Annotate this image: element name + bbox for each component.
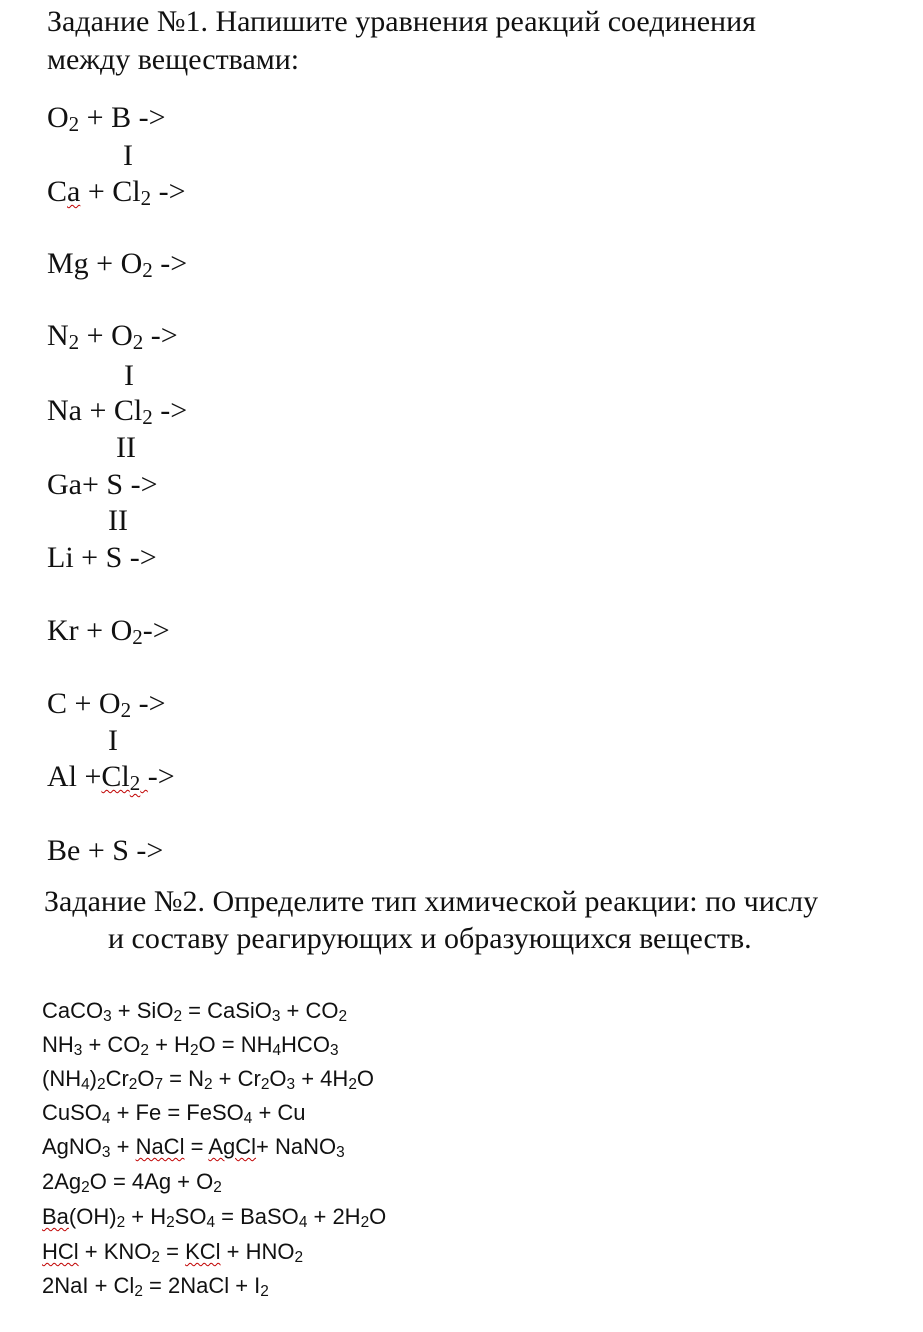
formula-text: O bbox=[137, 1066, 155, 1091]
formula-text: O = 4Ag + O bbox=[89, 1169, 214, 1194]
formula-text: NH bbox=[42, 1032, 74, 1057]
subscript: 2 bbox=[213, 1179, 222, 1197]
formula-text: Mg + O bbox=[47, 247, 143, 280]
formula-text: + H bbox=[148, 1032, 190, 1057]
subscript: 4 bbox=[243, 1110, 253, 1128]
task1-reaction bbox=[47, 318, 178, 354]
formula-text: = 2NaCl + I bbox=[142, 1273, 261, 1298]
subscript: 3 bbox=[271, 1008, 281, 1026]
formula-text: -> bbox=[131, 687, 166, 720]
formula-text: 2Ag bbox=[42, 1169, 82, 1194]
formula-text: = bbox=[159, 1239, 186, 1264]
spellcheck-word bbox=[140, 760, 148, 793]
subscript: 2 bbox=[260, 1076, 270, 1094]
task1-valence-label: II bbox=[116, 431, 136, 464]
formula-text: Cr bbox=[105, 1066, 129, 1091]
formula-text: = CaSiO bbox=[182, 998, 272, 1023]
subscript: 3 bbox=[101, 1144, 111, 1162]
subscript: 2 bbox=[132, 625, 143, 650]
formula-text: -> bbox=[152, 394, 188, 427]
formula-text: CaCO bbox=[42, 998, 104, 1023]
formula-text: 2NaI + Cl bbox=[42, 1273, 135, 1298]
subscript: 4 bbox=[101, 1110, 111, 1128]
formula-text: -> bbox=[143, 319, 178, 352]
subscript: 2 bbox=[68, 112, 80, 137]
formula-text: C bbox=[47, 175, 68, 208]
formula-text: + 2H bbox=[307, 1204, 361, 1229]
task2-reaction bbox=[42, 1203, 386, 1231]
task2-reaction bbox=[42, 1168, 222, 1196]
formula-text: = BaSO bbox=[215, 1204, 299, 1229]
task1-reaction bbox=[47, 246, 187, 282]
formula-text: + Cl bbox=[80, 175, 141, 208]
formula-text: + 4H bbox=[295, 1066, 349, 1091]
formula-text: CuSO bbox=[42, 1100, 102, 1125]
spellcheck-word: Ba bbox=[42, 1204, 69, 1229]
task1-valence-label: I bbox=[123, 139, 133, 172]
formula-text: + O bbox=[79, 319, 133, 352]
subscript: 4 bbox=[298, 1214, 308, 1232]
formula-text: C + O bbox=[47, 687, 121, 720]
subscript: 2 bbox=[204, 1076, 213, 1094]
task1-valence-label: II bbox=[108, 504, 128, 537]
subscript: 7 bbox=[154, 1076, 164, 1094]
subscript: 3 bbox=[286, 1076, 296, 1094]
spellcheck-word: NaCl bbox=[135, 1134, 185, 1159]
task2-reaction bbox=[42, 1065, 374, 1093]
task1-reaction bbox=[47, 467, 158, 503]
task1-reaction bbox=[47, 393, 187, 429]
task1-reaction bbox=[47, 613, 170, 649]
formula-text: -> bbox=[147, 760, 175, 793]
formula-text: Al + bbox=[47, 760, 102, 793]
formula-text: O = NH bbox=[198, 1032, 273, 1057]
task2-title-line1: Задание №2. Определите тип химической реакции: по числу bbox=[44, 885, 819, 918]
task1-valence-label: I bbox=[124, 359, 134, 392]
formula-text: HCO bbox=[281, 1032, 330, 1057]
formula-text: + H bbox=[125, 1204, 167, 1229]
subscript: 2 bbox=[142, 405, 153, 430]
task2-reaction bbox=[42, 1099, 306, 1127]
formula-text: + KNO bbox=[78, 1239, 152, 1264]
subscript: 2 bbox=[128, 1076, 138, 1094]
subscript: 3 bbox=[329, 1042, 339, 1060]
formula-text: = bbox=[184, 1134, 209, 1159]
subscript: 2 bbox=[294, 1249, 304, 1267]
subscript: 2 bbox=[189, 1042, 199, 1060]
formula-text: O bbox=[47, 101, 69, 134]
subscript: 2 bbox=[68, 330, 80, 355]
formula-text: -> bbox=[142, 614, 170, 647]
subscript: 2 bbox=[81, 1179, 90, 1197]
task2-reaction bbox=[42, 1272, 269, 1300]
spellcheck-word: HCl bbox=[42, 1239, 79, 1264]
subscript: 4 bbox=[272, 1042, 282, 1060]
formula-text: N bbox=[47, 319, 69, 352]
subscript: 2 bbox=[348, 1076, 357, 1094]
task2-reaction bbox=[42, 1031, 339, 1059]
formula-text: AgNO bbox=[42, 1134, 102, 1159]
formula-text: + Cu bbox=[252, 1100, 306, 1125]
formula-text: -> bbox=[152, 247, 188, 280]
formula-text: = N bbox=[163, 1066, 204, 1091]
formula-text: + Cr bbox=[212, 1066, 261, 1091]
formula-text: + SiO bbox=[111, 998, 174, 1023]
subscript: 2 bbox=[134, 1283, 143, 1301]
subscript: 3 bbox=[336, 1144, 345, 1162]
formula-text: Li + S -> bbox=[47, 541, 157, 574]
formula-text: SO bbox=[174, 1204, 207, 1229]
formula-text: + Fe = FeSO bbox=[110, 1100, 244, 1125]
formula-text: O bbox=[269, 1066, 287, 1091]
task1-reaction bbox=[47, 686, 166, 722]
subscript: 2 bbox=[260, 1283, 269, 1301]
subscript: 3 bbox=[73, 1042, 83, 1060]
task1-reaction bbox=[47, 174, 186, 210]
task2-reaction bbox=[42, 1133, 345, 1161]
task1-reaction bbox=[47, 759, 175, 795]
subscript: 2 bbox=[129, 771, 141, 796]
spellcheck-word: Cl bbox=[101, 760, 130, 793]
subscript: 2 bbox=[140, 1042, 149, 1060]
subscript: 2 bbox=[173, 1008, 182, 1026]
task1-valence-label: I bbox=[108, 724, 118, 757]
subscript: 2 bbox=[151, 1249, 160, 1267]
subscript: 2 bbox=[132, 330, 144, 355]
subscript: 2 bbox=[338, 1008, 348, 1026]
formula-text: O bbox=[369, 1204, 387, 1229]
task1-reaction bbox=[47, 100, 166, 136]
subscript: 2 bbox=[166, 1214, 175, 1232]
spellcheck-word: KCl bbox=[185, 1239, 221, 1264]
subscript: 2 bbox=[97, 1076, 106, 1094]
formula-text: Kr + O bbox=[47, 614, 133, 647]
formula-text: + CO bbox=[280, 998, 339, 1023]
formula-text: + CO bbox=[82, 1032, 141, 1057]
task2-title-line2: и составу реагирующих и образующихся веществ. bbox=[108, 922, 752, 955]
formula-text: ) bbox=[89, 1066, 97, 1091]
spellcheck-word: AgCl bbox=[208, 1134, 257, 1159]
formula-text: (OH) bbox=[68, 1204, 117, 1229]
formula-text: + NaNO bbox=[256, 1134, 337, 1159]
task1-title-line2: между веществами: bbox=[47, 43, 300, 76]
task1-reaction bbox=[47, 540, 157, 576]
formula-text: + HNO bbox=[220, 1239, 295, 1264]
formula-text: -> bbox=[151, 175, 186, 208]
subscript: 2 bbox=[120, 698, 132, 723]
task1-title-line1: Задание №1. Напишите уравнения реакций соединения bbox=[47, 5, 756, 38]
formula-text: + bbox=[110, 1134, 136, 1159]
subscript: 2 bbox=[142, 258, 153, 283]
subscript: 4 bbox=[206, 1214, 216, 1232]
formula-text: Na + Cl bbox=[47, 394, 143, 427]
task2-reaction bbox=[42, 997, 347, 1025]
subscript: 2 bbox=[360, 1214, 370, 1232]
formula-text: O bbox=[356, 1066, 374, 1091]
formula-text: Be + S -> bbox=[47, 834, 164, 867]
subscript: 2 bbox=[116, 1214, 126, 1232]
spellcheck-word: a bbox=[67, 175, 81, 208]
formula-text: + B -> bbox=[79, 101, 166, 134]
task1-reaction bbox=[47, 833, 163, 869]
subscript: 2 bbox=[140, 186, 152, 211]
formula-text: Ga+ S -> bbox=[47, 468, 158, 501]
formula-text: (NH bbox=[42, 1066, 82, 1091]
subscript: 4 bbox=[81, 1076, 90, 1094]
task2-reaction bbox=[42, 1238, 303, 1266]
subscript: 3 bbox=[103, 1008, 112, 1026]
